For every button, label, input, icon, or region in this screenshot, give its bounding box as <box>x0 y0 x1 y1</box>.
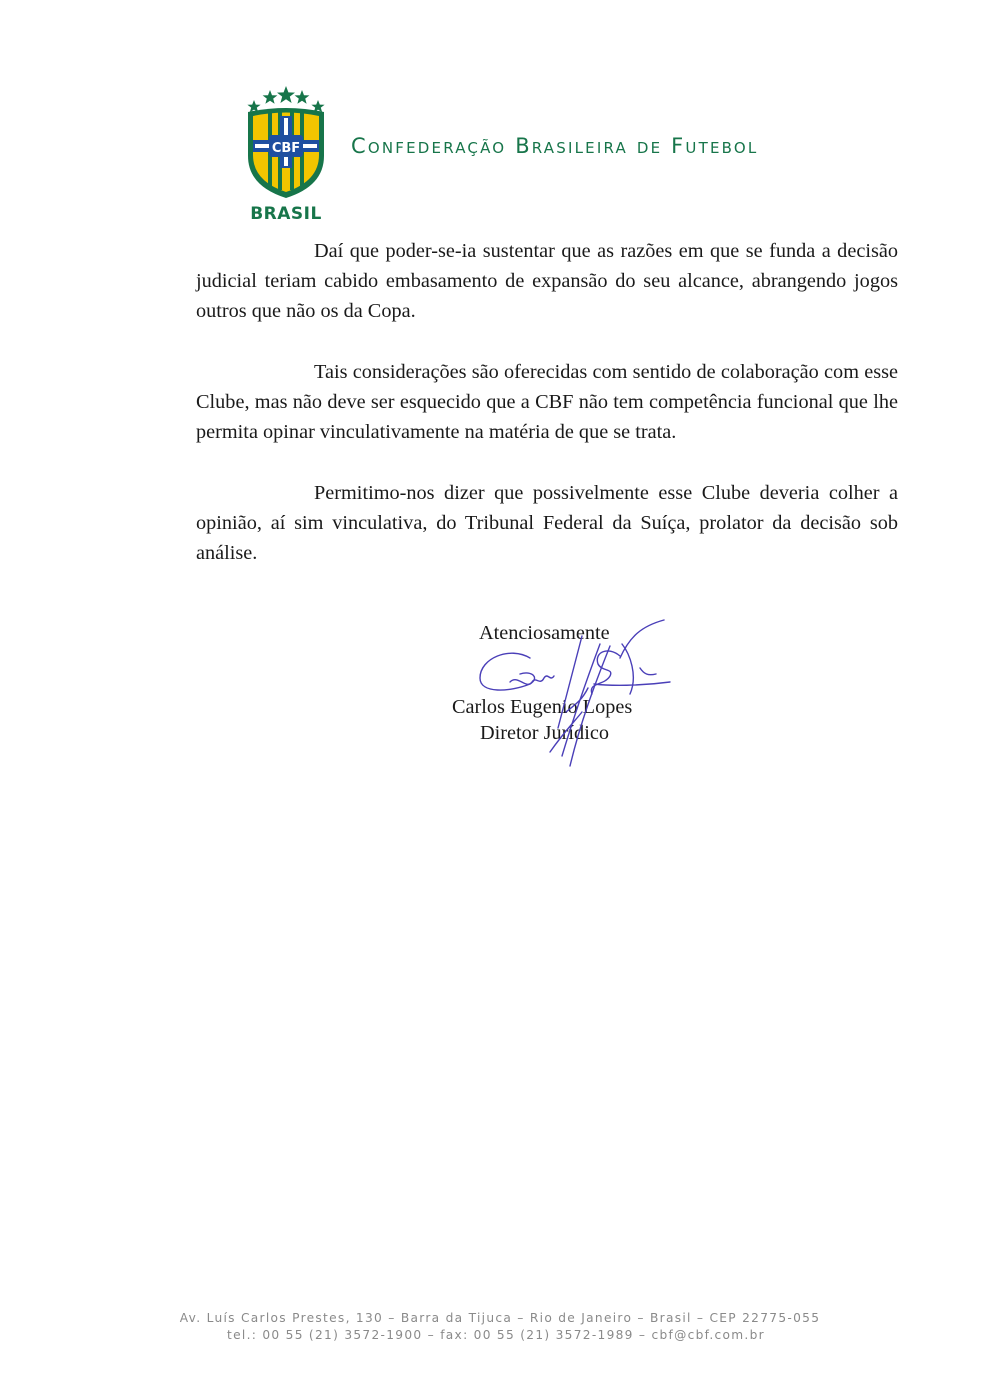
footer-contact: tel.: 00 55 (21) 3572-1900 – fax: 00 55 (21) 3572-1989 – cbf@cbf.com.br <box>227 1328 765 1342</box>
signer-name: Carlos Eugenio Lopes <box>452 696 633 718</box>
logo-country-text: BRASIL <box>250 204 322 224</box>
letter-body <box>196 236 898 599</box>
signer-title: Diretor Jurídico <box>480 722 609 744</box>
paragraph-2: Tais considerações são oferecidas com sentido de colaboração com esse Clube, mas não deve ser esquecido que a CBF não tem competência funcional que lhe permita opinar vinculativamente na matéria de que se trata. <box>196 361 898 443</box>
paragraph-1: Daí que poder-se-ia sustentar que as razões em que se funda a decisão judicial teriam cabido embasamento de expansão do seu alcance, abrangendo jogos outros que não os da Copa. <box>196 240 898 322</box>
paragraph-3: Permitimo-nos dizer que possivelmente esse Clube deveria colher a opinião, aí sim vinculativa, do Tribunal Federal da Suíça, prolator da decisão sob análise. <box>196 482 898 564</box>
cbf-crest-icon <box>238 82 334 224</box>
closing-salutation: Atenciosamente <box>479 622 610 644</box>
footer-address: Av. Luís Carlos Prestes, 130 – Barra da Tijuca – Rio de Janeiro – Brasil – CEP 22775-055 <box>179 1311 821 1325</box>
organization-name: Confederação Brasileira de Futebol <box>351 134 759 158</box>
letter-footer <box>0 1310 984 1344</box>
svg-text:CBF: CBF <box>271 141 301 156</box>
cbf-logo <box>238 82 334 224</box>
